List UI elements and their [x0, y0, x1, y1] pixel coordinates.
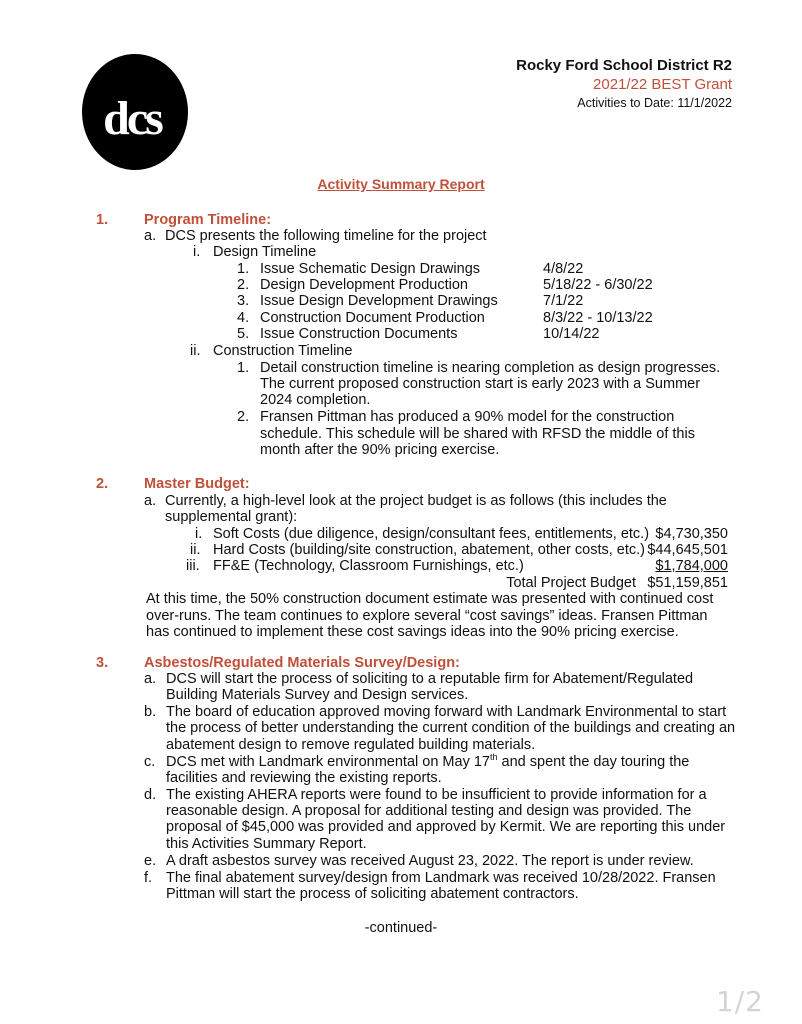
- total-label: Total Project Budget: [506, 575, 636, 591]
- paragraph-line: the process of better understanding the current condition of the buildings and creating an: [166, 720, 736, 736]
- section-number: 1.: [96, 212, 109, 228]
- paragraph-line: Detail construction timeline is nearing completion as design progresses.: [260, 360, 721, 376]
- subheading: Design Timeline: [213, 244, 317, 260]
- list-marker: e.: [144, 853, 157, 869]
- timeline-item-label: Issue Construction Documents: [260, 326, 458, 342]
- paragraph-line: The board of education approved moving forward with Landmark Environmental to start: [166, 704, 727, 720]
- budget-item-label: Hard Costs (building/site construction, abatement, other costs, etc.): [213, 542, 645, 558]
- paragraph-line: month after the 90% pricing exercise.: [260, 442, 500, 458]
- list-marker: a.: [144, 671, 157, 687]
- list-marker: 1.: [237, 360, 250, 376]
- paragraph-line: 2024 completion.: [260, 392, 371, 408]
- paragraph-text: DCS presents the following timeline for the project: [165, 228, 487, 244]
- list-marker: i.: [193, 244, 201, 260]
- section-heading: Asbestos/Regulated Materials Survey/Design:: [144, 655, 460, 671]
- logo-text: dcs: [103, 92, 161, 145]
- list-marker: ii.: [190, 343, 201, 359]
- paragraph-line: supplemental grant):: [165, 509, 298, 525]
- list-marker: a.: [144, 228, 157, 244]
- paragraph-line: schedule. This schedule will be shared with RFSD the middle of this: [260, 426, 695, 442]
- paragraph-line: Fransen Pittman has produced a 90% model for the construction: [260, 409, 675, 425]
- section-number: 3.: [96, 655, 109, 671]
- list-marker: iii.: [186, 558, 200, 574]
- paragraph-line: this Activities Summary Report.: [166, 836, 367, 852]
- timeline-item-label: Issue Schematic Design Drawings: [260, 261, 481, 277]
- list-marker: b.: [144, 704, 157, 720]
- list-marker: c.: [144, 754, 156, 770]
- paragraph-line: Building Materials Survey and Design services.: [166, 687, 469, 703]
- timeline-item-date: 7/1/22: [543, 293, 584, 309]
- paragraph-line: reasonable design. A proposal for additional testing and design was provided. The: [166, 803, 692, 819]
- list-marker: a.: [144, 493, 157, 509]
- paragraph-line: The current proposed construction start is early 2023 with a Summer: [260, 376, 701, 392]
- total-amount: $51,159,851: [647, 575, 728, 591]
- paragraph-line: proposal of $45,000 was provided and approved by Kermit. We are reporting this under: [166, 819, 726, 835]
- timeline-item-label: Issue Design Development Drawings: [260, 293, 498, 309]
- district-name: Rocky Ford School District R2: [516, 57, 732, 74]
- dcs-logo: [82, 54, 188, 170]
- list-marker: 3.: [237, 293, 250, 309]
- report-title: Activity Summary Report: [317, 176, 485, 192]
- list-marker: i.: [195, 526, 203, 542]
- list-marker: ii.: [190, 542, 201, 558]
- line-text: DCS met with Landmark environmental on May 17: [166, 754, 490, 770]
- list-marker: 5.: [237, 326, 250, 342]
- subheading: Construction Timeline: [213, 343, 353, 359]
- paragraph-line: At this time, the 50% construction document estimate was presented with continued cost: [146, 591, 714, 607]
- paragraph-line: A draft asbestos survey was received August 23, 2022. The report is under review.: [166, 853, 694, 869]
- paragraph-line: abatement design to remove regulated building materials.: [166, 737, 536, 753]
- paragraph-line: facilities and reviewing the existing reports.: [166, 770, 442, 786]
- timeline-item-date: 5/18/22 - 6/30/22: [543, 277, 653, 293]
- timeline-item-date: 8/3/22 - 10/13/22: [543, 310, 653, 326]
- timeline-item-label: Design Development Production: [260, 277, 468, 293]
- budget-item-label: Soft Costs (due diligence, design/consultant fees, entitlements, etc.): [213, 526, 650, 542]
- paragraph-line: The final abatement survey/design from Landmark was received 10/28/2022. Fransen: [166, 870, 716, 886]
- budget-item-amount: $1,784,000: [655, 558, 728, 574]
- budget-item-amount: $4,730,350: [655, 526, 728, 542]
- list-marker: 1.: [237, 261, 250, 277]
- paragraph-line: [166, 754, 689, 770]
- continued-label: -continued-: [364, 920, 438, 936]
- timeline-item-date: 4/8/22: [543, 261, 584, 277]
- grant-name: 2021/22 BEST Grant: [593, 76, 732, 93]
- superscript: th: [489, 752, 498, 763]
- section-number: 2.: [96, 476, 109, 492]
- list-marker: d.: [144, 787, 157, 803]
- paragraph-line: The existing AHERA reports were found to be insufficient to provide information for a: [166, 787, 707, 803]
- activities-date: Activities to Date: 11/1/2022: [577, 96, 732, 110]
- paragraph-line: over-runs. The team continues to explore several “cost savings” ideas. Fransen Pittman: [146, 608, 708, 624]
- list-marker: 2.: [237, 277, 250, 293]
- section-heading: Master Budget:: [144, 476, 250, 492]
- line-text: and spent the day touring the: [497, 754, 690, 770]
- timeline-item-date: 10/14/22: [543, 326, 600, 342]
- section-heading: Program Timeline:: [144, 212, 272, 228]
- budget-item-amount: $44,645,501: [647, 542, 728, 558]
- page-indicator: 1/2: [715, 985, 764, 1018]
- paragraph-line: Currently, a high-level look at the project budget is as follows (this includes the: [165, 493, 667, 509]
- paragraph-line: Pittman will start the process of soliciting abatement contractors.: [166, 886, 579, 902]
- timeline-item-label: Construction Document Production: [260, 310, 485, 326]
- paragraph-line: DCS will start the process of soliciting to a reputable firm for Abatement/Regulated: [166, 671, 694, 687]
- list-marker: 2.: [237, 409, 250, 425]
- list-marker: f.: [144, 870, 153, 886]
- paragraph-line: has continued to implement these cost savings ideas into the 90% pricing exercise.: [146, 624, 679, 640]
- budget-item-label: FF&E (Technology, Classroom Furnishings, etc.): [213, 558, 524, 574]
- list-marker: 4.: [237, 310, 250, 326]
